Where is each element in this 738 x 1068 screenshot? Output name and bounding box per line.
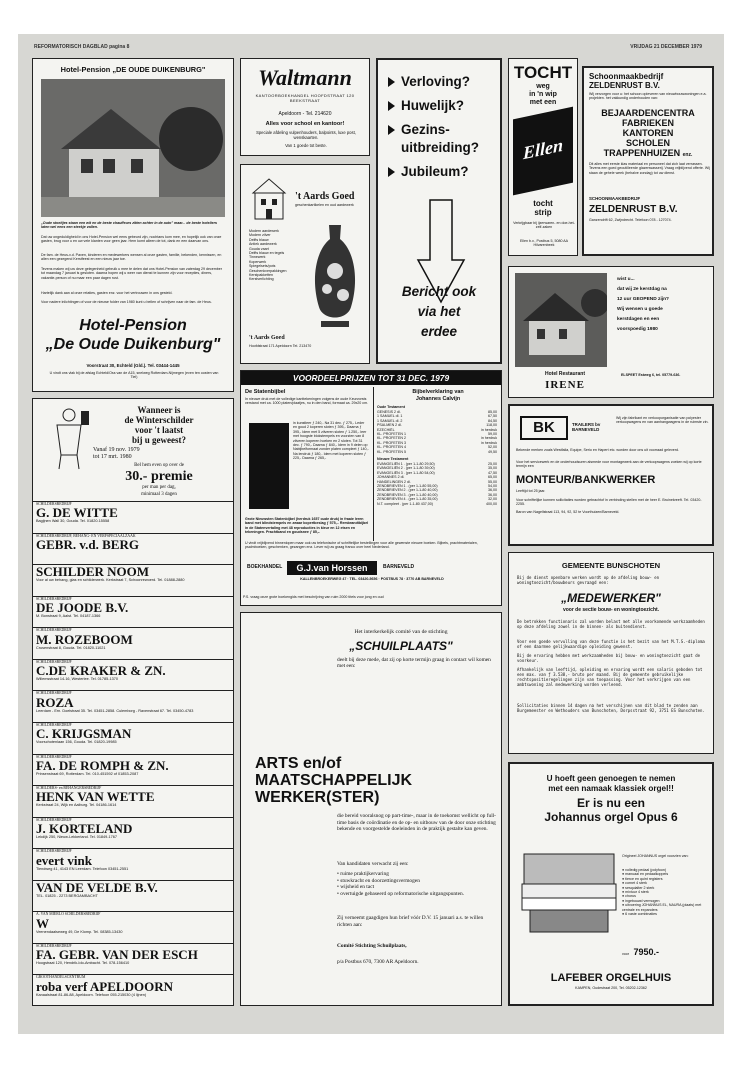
- voordeel-note: U vindt vrijblijvend binnenlopen maar ook uw telefonische of schriftelijke bestellingen voor alle gewenste nieuwe boeken. Bijbels, prachtmaterialen, psalmboeken, geschenken, gezangen enz. Lever wij uw graag franco over heel Nederland.: [245, 541, 478, 550]
- winterschilder-question: Wanneer is de Winterschilder voor 't laatst bij u geweest?: [124, 405, 194, 445]
- price-item-label: KL. PROFETEN 2: [377, 436, 406, 441]
- schilder-row-address: Hoogstraat 120, Hendrik-Ido-Ambacht. Tel. 078-156410: [36, 961, 130, 966]
- irene-ad: [508, 266, 714, 398]
- price-item-value: 118,00: [486, 423, 497, 428]
- list-item: Spiegelsets/pots: [249, 264, 276, 269]
- schoonmaak-intro: Wij verzorgen voor u: het schoon opleveren van nieuwbouwwoningen e.a. projekten. het vakkundig onderhouden van:: [589, 92, 707, 101]
- premium-detail-2: minimaal 3 dagen: [141, 492, 177, 497]
- waltmann-logo: Waltmann: [258, 65, 352, 90]
- list-item: ● mixtuur 4 sterk: [622, 890, 649, 895]
- orgel-line-2: met een namaak klassiek orgel!!: [548, 784, 674, 793]
- schilder-row: [33, 628, 233, 660]
- price-item-value: 400,00: [486, 501, 497, 506]
- price-item-label: HANDELINGEN 2 dl.: [377, 479, 411, 484]
- hotel-title: Hotel-Pension „DE OUDE DUIKENBURG": [60, 65, 206, 74]
- bunschoten-ad: [508, 552, 714, 754]
- price-item-label: KL. PROFETEN 4: [377, 445, 406, 450]
- price-item-label: EVANGELIËN 3 . (per 1-1-80 54,00): [377, 470, 435, 475]
- schilder-row-name: M. ROZEBOOM: [36, 631, 133, 647]
- schuil-title: „SCHUILPLAATS": [349, 639, 453, 653]
- orgel-ad: [508, 762, 714, 1006]
- schilder-row: [33, 723, 233, 755]
- list-item: ● uitvoering JOHANNUS EL, NAURA (plaats) met centrale en expanders: [622, 903, 702, 912]
- schilder-row-address: Bagijnen Wall 30, Gouda. Tel. 01820-15558: [36, 519, 110, 524]
- schilder-row-name: FA. GEBR. VAN DER ESCH: [36, 947, 198, 963]
- list-item: Geschenkverpakkingen: [249, 268, 287, 273]
- list-item: • ruime praktijkervaring: [337, 871, 389, 877]
- schilder-row-name: HENK VAN WETTE: [36, 789, 155, 805]
- schoonmaak-list: [584, 108, 712, 160]
- list-item: ● chorus: [622, 894, 636, 899]
- bunschoten-text-3: Bij de ervaring hebben met werkzaamheden bij bouw- en woningtoezicht gaat de voorkeur.: [517, 653, 701, 663]
- schilder-row: [33, 881, 233, 913]
- verloving-ad: [376, 58, 502, 364]
- painter-icon: [47, 405, 91, 471]
- price-item-value: 32,00: [488, 497, 497, 502]
- horssen-logo: BOEKHANDEL G.J.van Horssen BARNEVELD: [247, 563, 415, 573]
- schilder-row-category: SCHILDERSBEDRIJF, BEHANG- EN VERFSPECIAALZAAK: [36, 533, 136, 538]
- aards-goed-subtitle: geschenkartikelen en oud aardewerk: [295, 203, 354, 207]
- schilder-row-address: TEL. 01825 - 2273 BERGAMBACHT: [36, 893, 98, 898]
- aards-goed-list: [249, 229, 309, 282]
- list-item: BEJAARDENCENTRA: [601, 108, 695, 118]
- list-item: SCHOLEN: [625, 138, 670, 148]
- bk-logo-text: TRAILERS bv BARNEVELD: [572, 422, 601, 433]
- bunschoten-job: „MEDEWERKER": [561, 591, 661, 605]
- price-item-value: in herdruk: [481, 436, 497, 441]
- waltmann-city: Apeldoorn - Tel. 214620: [278, 111, 332, 117]
- bk-trailers-ad: [508, 404, 714, 546]
- price-item-value: 36,00: [488, 492, 497, 497]
- schilder-row-name: FA. DE ROMPH & ZN.: [36, 757, 169, 773]
- price-item-value: 36,00: [488, 488, 497, 493]
- jubileum-item: Jubileum?: [388, 164, 469, 179]
- price-item-value: 59,00: [488, 431, 497, 436]
- orgel-price: voor 7950.-: [622, 947, 659, 957]
- nt-price-row: [377, 502, 497, 506]
- schoonmaak-ad: [582, 66, 714, 256]
- statenbijbel-title: De Statenbijbel: [245, 389, 286, 395]
- bunschoten-title: GEMEENTE BUNSCHOTEN: [561, 561, 661, 570]
- tocht-line-2: weg: [536, 83, 550, 90]
- schuil-intro: Het interkerkelijk comité van de stichting: [354, 629, 448, 635]
- schilder-row: [33, 912, 233, 944]
- price-item-value: 52,00: [488, 445, 497, 450]
- calvijn-title: Bijbelverklaring van: [412, 389, 464, 395]
- bunschoten-text-4: Afhankelijk van leeftijd, opleiding en ervaring wordt een salaris geboden tot een max. van ƒ 3.538,- bruto per maand. Bij de gemeente gebruikelijke rechtspositieregelingen zijn van toepassing. Voor het verkrijgen van een ambtswoning zal medewerking worden verleend.: [517, 667, 703, 687]
- list-item: • stuwkracht en doorzettingsvermogen: [337, 877, 420, 884]
- hotel-caption: „Oude stoeltjes staan een wit en de beste chauffeurs zitten achter in de auto" maar... de beste hoteliers laten wel eens een steekje vallen.: [41, 221, 217, 230]
- schilder-row-name: SCHILDER NOOM: [36, 565, 150, 580]
- schilder-row-category: SCHILDERSBEDRIJF: [36, 596, 72, 601]
- bunschoten-text-1: De betrokken functionaris zal worden belast met alle voorkomende werkzaamheden op deze afdeling zowel in de binnen- als buitendienst.: [517, 619, 705, 629]
- list-item: Modern zilver: [249, 233, 271, 238]
- list-item: Delfts blauw en tegels: [249, 251, 285, 256]
- price-item-value: 67,50: [488, 414, 497, 419]
- voordeel-banner: VOORDEELPRIJZEN TOT 31 DEC. 1979: [241, 371, 501, 385]
- schilder-row-name: G. DE WITTE: [36, 505, 118, 521]
- schilder-row-name: VAN DE VELDE B.V.: [36, 880, 158, 895]
- schilder-row-address: Leerdam - Ern. Doelstraat 35. Tel. 03451-2858. Culemborg - Ravenstraat 67. Tel. 03450-4783: [36, 708, 194, 713]
- price-item-value: 25,00: [488, 462, 497, 466]
- waltmann-subtitle: KANTOORBOEKHANDEL HOOFDSTRAAT 120 BEEKSTRAAT: [255, 93, 355, 103]
- schilder-row: [33, 849, 233, 881]
- schuil-text-3: Van kandidaten verwacht zij een:: [337, 861, 409, 867]
- price-item-value: 55,00: [488, 479, 497, 484]
- price-item-value: 65,00: [488, 475, 497, 480]
- list-item: ● tierce en quint registers: [622, 876, 663, 881]
- bunschoten-intro: Bij de dienst openbare werken wordt op de afdeling bouw- en woningtoezicht/bouwbeurs gevraagd een:: [517, 575, 660, 585]
- schuil-big: ARTS en/of MAATSCHAPPELIJK WERKER(STER): [255, 755, 413, 806]
- waltmann-text: Speciale afdeling vulpenhouders, balpoints, luxe post, wenskaarten.: [256, 130, 356, 141]
- schilder-row: [33, 975, 233, 1006]
- tocht-title: TOCHT: [513, 63, 573, 82]
- price-item-value: 54,00: [488, 483, 497, 488]
- schilder-row-category: SCHILDERSBEDRIJF: [36, 849, 72, 854]
- irene-address: ELSPEET Estweg 6, tel. 05779-636.: [621, 373, 681, 377]
- premium-intro: Bel hem even op over de: [134, 463, 184, 468]
- price-item-value: 85,00: [488, 410, 497, 414]
- hotel-text-1: Dat uw ongeduldigheid in ons Hotel-Pension wel eens gebeurd zijn, nochtans kom mee, en hopelijk ook van onze gasten, brug voor u en uw vele klanten voor geen jaar. Hem komt alleen de tot, dank en een daarvan ons.: [41, 235, 222, 244]
- premium-detail-1: per man per dag,: [142, 485, 176, 490]
- list-item: ● manuaal en pedaalkoppels: [622, 872, 669, 877]
- list-item: ● volledig pedaal (polyfoon): [622, 868, 667, 872]
- voordeel-ad: [240, 370, 502, 606]
- price-item-label: ZENDBRIEVEN 1 . (per 1-1-80 55,00): [377, 483, 438, 488]
- bk-logo: BK: [520, 416, 568, 440]
- waltmann-ad: [240, 58, 370, 156]
- hotel-name-line-2: „De Oude Duikenburg": [45, 336, 221, 353]
- schuil-text-1: deelt bij deze mede, dat zij op korte termijn graag in contact wil komen met een:: [337, 657, 491, 670]
- schilder-row-category: SCHILDERSBEDRIJF: [36, 691, 72, 696]
- aards-goed-address: Hoofdstraat 171 Apeldoorn Tel. 213470: [249, 344, 312, 348]
- bk-text-5: Baron van Nagellstraat 113, 94, 92, 52 te Voorthuizen/Barneveld.: [516, 510, 620, 514]
- schilder-row-address: M. Bonstraat 9, Aalst. Tel. 04187-1366: [36, 614, 101, 619]
- nt-list: [377, 462, 497, 506]
- hotel-text-3: Tevens maken wij uw deze gelegenheid gebruik u mee te delen dat ons Hotel-Pension van zaterdag 29 december tot maandag 7 januari is gesloten. daarna hopen wij u weer van dienst te kunnen zijn voor recepties, diners, vakantie-person of nu maar een paar dagen rust.: [41, 267, 222, 280]
- schilder-row-name: roba verf APELDOORN: [36, 978, 173, 994]
- bible-image: [249, 423, 289, 509]
- schilder-row: [33, 565, 233, 597]
- nt-heading: Nieuwe Testament: [377, 457, 409, 461]
- ot-price-row: [377, 450, 497, 454]
- schilder-row-name: W: [36, 915, 49, 931]
- price-item-value: in herdruk: [481, 440, 497, 445]
- list-item: Tinnewerk: [249, 255, 266, 260]
- hotel-ad: [32, 58, 234, 392]
- list-item: Kerstpakketten: [249, 273, 273, 278]
- verloving-bottom-1: Bericht ook: [401, 284, 477, 299]
- premium-amount: 30.- premie: [125, 469, 193, 484]
- schilder-row: [33, 597, 233, 629]
- schilder-row-name: evert vink: [36, 852, 92, 868]
- tocht-line-7: Verkrijgbaar bij ijzerwaren- en doe-het-zelf-zaken: [513, 221, 575, 230]
- schoonmaak-more: Dit alles met eerste klas materiaal en personeel dat zich laat verrassen. Tevens een goed geoutilleerde glazenwasserij. Vraag vrijblijvend offerte. Wij staan de gehele week (behalve zondag) tot uw dienst.: [589, 162, 710, 175]
- bunschoten-sub: voor de sectie bouw- en woningtoezicht.: [562, 607, 660, 613]
- hotel-text-4: Hartelijk dank aan al onze relaties, gasten enz. voor het vertrouwen in ons gesteld.: [41, 291, 173, 295]
- schoonmaak-footer-1: SCHOONMAAKBEDRIJF: [589, 196, 641, 201]
- waltmann-slogan: Alles voor school en kantoor!: [265, 121, 345, 127]
- horssen-address: KALLENBROEKERWEG 47 · TEL. 03420-5656 · POSTBUS 78 · 3770 AB BARNEVELD: [300, 577, 444, 581]
- price-item-value: 84,50: [488, 418, 497, 423]
- bk-age: Leeftijd tot 25 jaar.: [516, 489, 546, 493]
- aards-goed-logo: 't Aards Goed: [295, 191, 355, 202]
- statenbijbel-bottom: Grote Nieuwsten Statenbijbel (herdruk 1657 oude druk) in fraaie leren band met blindstempels en zwaar kopertbeslag ƒ 575,-. Rembrandtbijbel in de Statenvertaling met 48 reproducties in kleur en 12 etsen en tekeningen. Prachtband en goudsnee ƒ 85,-.: [245, 517, 369, 535]
- schilder-list: [33, 502, 233, 1006]
- schilder-row-address: Veenendaalseweg 49, De Klomp. Tel. 08385-13430: [36, 929, 123, 934]
- schilder-row: [33, 691, 233, 723]
- page-header-right: VRIJDAG 21 DECEMBER 1979: [630, 44, 702, 50]
- list-item: Gouda vaart: [249, 246, 269, 251]
- voordeel-ps: P.S. vraag onze grote boekengids met beschrijving van ruim 2000 titels voor jong en oud: [243, 595, 384, 599]
- bk-intro: Wij zijn fabrikant en verkooporganisatie van polyester verkoopwagens en van aanhangwagens in de ruimste zin.: [616, 416, 709, 425]
- price-item-value: 35,00: [488, 466, 497, 471]
- list-item: ● ingebouwd vermogen: [622, 898, 660, 903]
- irene-photo: [515, 273, 607, 367]
- schilder-row-address: Kanaalstraat 81-86-88, Apeldoorn. Telefoon 055-215030 (4 lijnen): [36, 992, 147, 997]
- schilder-row-category: SCHILDERS- en BEHANGERSBEDRIJF: [36, 786, 102, 791]
- ot-heading: Oude Testament: [377, 405, 405, 409]
- schilder-row-address: Tiendweg 41, 4143 EN Leerdam. Telefoon 03451-2551: [36, 866, 129, 871]
- schilder-row: [33, 786, 233, 818]
- list-item: FABRIEKEN: [621, 118, 674, 128]
- schuil-bullets: [337, 871, 497, 897]
- list-item: Modern aardewerk: [249, 229, 279, 233]
- bk-text-4: Voor schriftelijke kunnen sollicitaties worden gebrachtof in verbinding stellen met de heer E. Bruinekreeft. Tel. 03420-2255.: [516, 498, 702, 507]
- schuil-text-4: Zij verneemt gaagdigen hun brief vóór D.V. 15 januari a.s. te willen richten aan:: [337, 915, 484, 928]
- hotel-address: Voorstraat 30, Echteld (Gld.). Tel. 03444-1445: [86, 363, 180, 368]
- tocht-line-6: strip: [534, 208, 552, 217]
- schilder-row-name: C. KRIJGSMAN: [36, 726, 132, 742]
- verloving-bottom-3: erdee: [420, 324, 458, 339]
- price-item-label: GENESIS 2 dl.: [377, 410, 401, 414]
- schuil-text-2: die bereid vooralsnog op part-time-, maar in de toekomst wellicht op full-time basis de coördinatie en de op- en uitbouw van de door onze stichting bekende en voorgestelde doeleinden in de praktijk gestalte kan geven.: [337, 813, 496, 833]
- schilder-row-address: Kerkstraat 24, Wijk en Aalburg. Tel. 04186-1614: [36, 803, 117, 808]
- price-item-label: EZECHIËL: [377, 427, 395, 432]
- orgel-line-3: Er is nu een: [576, 796, 646, 810]
- tocht-line-8: Ellen b.v., Postbus 5, 5080 AA Hilvarenbeek: [519, 239, 569, 248]
- schoonmaak-title-2: ZELDENRUST B.V.: [589, 81, 660, 90]
- price-item-label: KL. PROFETEN 5: [377, 449, 406, 454]
- price-item-value: in herdruk: [481, 427, 497, 432]
- huwelijk-item: Huwelijk?: [388, 98, 464, 113]
- ellen-logo: Ellen: [513, 107, 573, 196]
- schilder-row-name: DE JOODE B.V.: [36, 600, 129, 616]
- price-item-label: ZENDBRIEVEN 4 . (per 1-1-80 35,00): [377, 497, 438, 502]
- gezins-item: Gezins-: [388, 122, 450, 137]
- price-item-label: ZENDBRIEVEN 2 . (per 1-1-80 40,00): [377, 488, 438, 493]
- list-item: ● sesquialter 2 sterk: [622, 885, 655, 890]
- verloving-item: Verloving?: [388, 74, 470, 89]
- schilder-row-category: GROOTHANDELSCENTRUM: [36, 975, 86, 980]
- aards-goed-footer: 't Aards Goed: [249, 335, 285, 341]
- vase-drawing-icon: [307, 221, 363, 331]
- schilder-row-address: Crusenstraat 8, Gouda. Tel. 01820-11021: [36, 645, 106, 650]
- schilder-row-name: C.DE KRAKER & ZN.: [36, 663, 166, 679]
- list-item: ● 6 vaste combinaties: [622, 912, 657, 917]
- price-item-label: KL. PROFETEN 3: [377, 440, 406, 445]
- schilder-row-category: A. VAN MIERLO SCHILDERSBEDRIJF: [36, 912, 101, 917]
- bk-job-title: MONTEUR/BANKWERKER: [516, 474, 656, 486]
- statenbijbel-prices: in kunstleer ƒ 240,- Na 31 dec. ƒ 275,- Leder en goud 2 koperen sloten ƒ 395,- Daarna ƒ 395,- Idem met 5 zilveren sloten ƒ 1.250,- leer met hoogste blokstempels en voorzien van 8 zilveren koperen hoeken en 2 sloten. Tot 31 dec. ƒ 790,- Daarna ƒ 840,- Idem in 9 delen op Nabijbelformaat zonder platen compleet ƒ 140,- Na lendruk ƒ 180,- Idem met koperen sloten ƒ 225,- Daarna ƒ 265,-: [293, 421, 369, 461]
- schilder-row-name: J. KORTELAND: [36, 821, 133, 837]
- uitbreiding-item: uitbreiding?: [401, 140, 479, 155]
- hotel-name-line-1: Hotel-Pension: [79, 317, 187, 334]
- schilder-row: [33, 660, 233, 692]
- price-item-value: 49,50: [488, 449, 497, 454]
- schilder-row-category: SCHILDERSBEDRIJF: [36, 754, 72, 759]
- schuil-address: p/a Postbus 670, 7300 AR Apeldoorn.: [337, 959, 419, 965]
- hotel-text-2: De fam. de Heus-v.d. Paven, kinderen en medewerkers wensen al onze gasten, familie, bekenden, kennissen, en allen een gezegend Kerstfeest en een nieuw jaar toe.: [41, 253, 222, 262]
- schilder-row-name: ROZA: [36, 694, 74, 710]
- schilder-row-category: SCHILDERSBEDRIJF: [36, 943, 72, 948]
- schilders-column: [32, 398, 234, 1006]
- list-item: • overtuigde gebaseerd op reformatorische uitgangspunten.: [337, 890, 465, 897]
- orgel-address: KAMPEN, Oudestraat 200, Tel. 05202-12362: [575, 986, 647, 990]
- price-item-label: N.T. compleet . (per 1-1-80 437,00): [377, 501, 433, 506]
- statenbijbel-text: In nieuwe druk met de volledige kanttekeningen volgens de oude Keurvorsts verstand met ca. 1000 platen/plaatjes, nu in den band, formaat ca. 29x20 cm.: [245, 397, 369, 406]
- schilder-row-name: GEBR. v.d. BERG: [36, 536, 139, 552]
- schilder-row-category: SCHILDERSBEDRIJF: [36, 628, 72, 633]
- orgel-line-4: Johannus orgel Opus 6: [544, 810, 678, 824]
- schilder-row-category: SCHILDERSBEDRIJF: [36, 502, 72, 506]
- schoonmaak-footer-2: ZELDENRUST B.V.: [589, 204, 678, 215]
- bk-text-2: Bekende merken zoals Westfalia, Equipe, Serio en Hapert etc. worden door ons uit voorraad geleverd.: [516, 448, 679, 452]
- schilder-row: [33, 818, 233, 850]
- schilder-row: [33, 502, 233, 534]
- bk-text-3: Voor het servicewerk en de onderhoudsuren alsmede voor montagewerk aan de verkoopwagens zoeken wij op korte termijn een: [516, 460, 702, 469]
- page-header-left: REFORMATORISCH DAGBLAD pagina 8: [34, 44, 130, 50]
- aards-goed-ad: [240, 164, 370, 364]
- column-divider: [373, 387, 374, 541]
- price-item-label: JOHANNES 2 dl.: [377, 475, 405, 480]
- tocht-line-4: met een: [529, 99, 557, 106]
- orgel-specs: [622, 868, 712, 916]
- schilder-row-address: Willemsstraat 14-16, Westerlee. Tel. 01785-1370: [36, 677, 118, 682]
- verloving-bottom-2: via het: [417, 304, 461, 319]
- list-item: Delfts blauw: [249, 237, 269, 242]
- price-item-label: EVANGELIËN 2 . (per 1-1-80 39,00): [377, 466, 435, 471]
- list-item: Koperwerk: [249, 259, 267, 264]
- calvijn-name: Johannes Calvijn: [415, 396, 461, 402]
- waltmann-text-2: Van 1 goede tot beste.: [285, 143, 327, 148]
- orgel-company: LAFEBER ORGELHUIS: [550, 972, 672, 984]
- organ-image: [520, 850, 618, 936]
- hotel-photo: [41, 79, 225, 217]
- schilder-row-address: Voor al uw behang, glas en schilderwerk. Kerkstraat 7, Schoonrewoerd. Tel. 01888-2880: [36, 578, 185, 583]
- schilder-row-address: Prinsenstraat 69, Rotterdam. Tel. 010-451592 of 01853-2087: [36, 771, 139, 776]
- bunschoten-text-5: Sollicitaties binnen 14 dagen na het verschijnen van dit blad te zenden aan Burgemeester en Wethouders van Bunschoten, Dorpsstraat 92, 3751 ES Bunschoten.: [517, 703, 705, 713]
- price-item-label: 1 SAMUEL dl. 2: [377, 418, 403, 423]
- tocht-line-3: in 'n wip: [529, 91, 557, 98]
- schilder-row: [33, 534, 233, 566]
- price-item-value: 47,50: [488, 470, 497, 475]
- schilder-row: [33, 755, 233, 787]
- bunschoten-text-2: Voor een goede vervulling van deze functie is het bezit van het M.T.S.-diploma of een daarmee gelijkwaardige opleiding gewenst.: [517, 639, 705, 649]
- price-item-label: EVANGELIËN 1 . (per 1-1-80 29,50): [377, 462, 435, 466]
- list-item: TRAPPENHUIZEN enz.: [603, 148, 693, 158]
- schoonmaak-footer-3: Ganzendrift 62, Zwijndrecht. Telefoon 078 - 127074.: [589, 218, 672, 222]
- price-item-label: ZENDBRIEVEN 3 . (per 1-1-80 40,00): [377, 492, 438, 497]
- irene-name-2: IRENE: [545, 379, 585, 391]
- tocht-ad: [508, 58, 578, 256]
- price-item-label: KL. PROFETEN 1: [377, 431, 406, 436]
- irene-name-1: Hotel Restaurant: [544, 371, 585, 377]
- house-drawing-icon: [249, 175, 289, 223]
- schilder-row-category: SCHILDERSBEDRIJF: [36, 659, 72, 664]
- list-item: • wijsheid en tact: [337, 884, 375, 891]
- schilder-row-category: SCHILDERSBEDRIJF: [36, 817, 72, 822]
- hotel-route: U vindt ons vlak bij de afslag Echteld/Oss van de A15, snelweg Rotterdam-Nijmegen (even ten oosten van Tiel): [49, 371, 219, 380]
- irene-text: wist u... dat wij 2e kerstdag na 12 uur GEOPEND zijn? Wij wensen u goede kerstdagen en een voorspoedig 1980: [617, 277, 669, 332]
- list-item: ● cornet 4 sterk: [622, 881, 647, 886]
- list-item: KANTOREN: [622, 128, 674, 138]
- schilder-row: [33, 944, 233, 976]
- list-item: Kerstverlichting: [249, 277, 274, 282]
- schuilplaats-ad: [240, 612, 502, 1006]
- price-item-label: 1 SAMUEL dl. 1: [377, 414, 403, 419]
- orgel-spec-head: Origineel JOHANNUS orgel voorzien van:: [622, 854, 689, 858]
- schuil-signature: Comité Stichting Schuilplaats,: [337, 943, 407, 949]
- tocht-line-5: tocht: [533, 199, 553, 208]
- schilder-row-address: Lekdijk 250, Nieuw-Lekkerland. Tel. 01849-1767: [36, 835, 117, 840]
- schoonmaak-title-1: Schoonmaakbedrijf: [589, 72, 664, 81]
- hotel-text-5: Voor nadere inlichtingen of voor de nieuwe folder van 1980 kunt u bellen of schrijven naar de fam. de Heus.: [41, 300, 212, 304]
- winterschilder-period: Vanaf 19 nov. 1979 tot 17 mrt. 1980: [93, 447, 140, 460]
- schilder-row-category: SCHILDERSBEDRIJF: [36, 722, 72, 727]
- orgel-line-1: U hoeft geen genoegen te nemen: [546, 774, 676, 783]
- ot-list: [377, 410, 497, 454]
- price-item-label: PSALMEN 2 dl.: [377, 423, 402, 428]
- schilder-row-address: Voorschotenlaan 156, Gouda. Tel. 01820-19985: [36, 740, 117, 745]
- list-item: Antiek aardewerk: [249, 242, 277, 247]
